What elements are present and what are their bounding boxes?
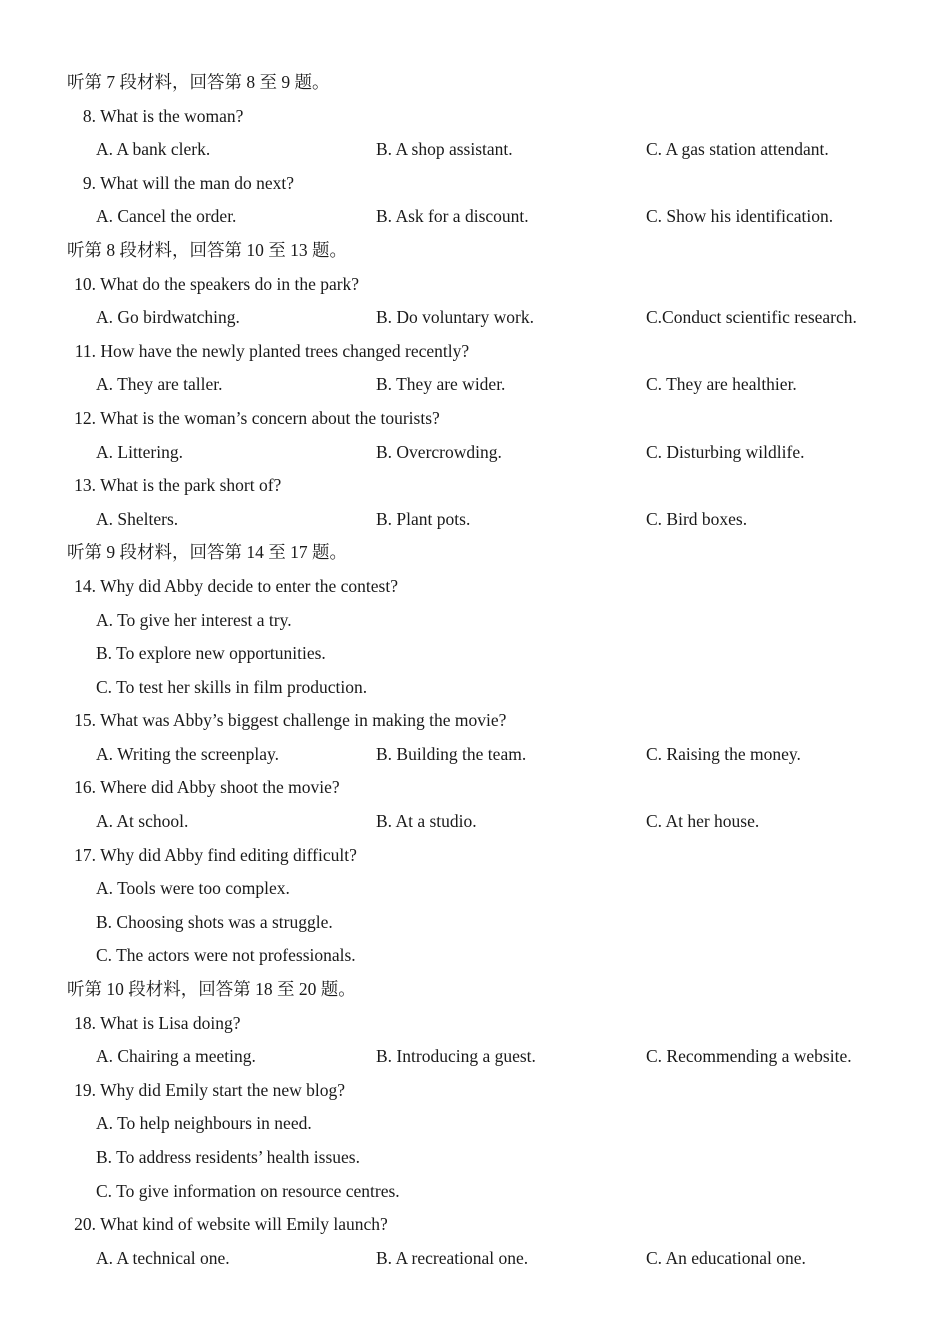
question-text: What kind of website will Emily launch? xyxy=(100,1214,388,1235)
answer-option: C. An educational one. xyxy=(646,1247,806,1268)
question-number: 16. xyxy=(74,777,96,798)
answer-option: C.Conduct scientific research. xyxy=(646,307,857,328)
question-number: 11. xyxy=(74,340,96,361)
question xyxy=(0,167,950,201)
question-text: Why did Abby find editing difficult? xyxy=(100,844,357,865)
answer-option: A. To give her interest a try. xyxy=(96,609,292,630)
question xyxy=(0,402,950,436)
question-number: 18. xyxy=(74,1012,96,1033)
answer-option: C. Raising the money. xyxy=(646,743,801,764)
section-heading: 听第 10 段材料，回答第 18 至 20 题。 xyxy=(67,979,356,1000)
option-row xyxy=(0,200,950,234)
answer-option: A. Tools were too complex. xyxy=(96,878,290,899)
answer-option: B. A shop assistant. xyxy=(376,139,513,160)
question-text: What was Abby’s biggest challenge in making the movie? xyxy=(100,710,507,731)
answer-option: A. Littering. xyxy=(96,441,183,462)
answer-option: A. Shelters. xyxy=(96,508,179,529)
question-text: What is the woman’s concern about the tourists? xyxy=(100,407,440,428)
answer-option: B. They are wider. xyxy=(376,374,506,395)
option-row xyxy=(0,805,950,839)
answer-option: A. Cancel the order. xyxy=(96,206,237,227)
answer-option: B. A recreational one. xyxy=(376,1247,529,1268)
answer-option: C. Show his identification. xyxy=(646,206,834,227)
section-heading: 听第 9 段材料，回答第 14 至 17 题。 xyxy=(67,542,347,563)
question-text: How have the newly planted trees changed recently? xyxy=(100,340,470,361)
question xyxy=(0,1208,950,1242)
answer-option: B. Introducing a guest. xyxy=(376,1046,536,1067)
question xyxy=(0,1007,950,1041)
question-text: What will the man do next? xyxy=(100,172,294,193)
answer-option: A. They are taller. xyxy=(96,374,223,395)
option-row xyxy=(0,133,950,167)
answer-option: C. Bird boxes. xyxy=(646,508,748,529)
question xyxy=(0,268,950,302)
question-text: Why did Emily start the new blog? xyxy=(100,1079,346,1100)
question xyxy=(0,704,950,738)
answer-option: C. Disturbing wildlife. xyxy=(646,441,805,462)
question-text: What is the park short of? xyxy=(100,475,282,496)
question-number: 9. xyxy=(82,172,96,193)
answer-option: B. At a studio. xyxy=(376,811,477,832)
answer-option: B. Building the team. xyxy=(376,743,527,764)
question-number: 14. xyxy=(74,575,96,596)
question-number: 15. xyxy=(74,710,96,731)
option-row xyxy=(0,368,950,402)
answer-option: B. Choosing shots was a struggle. xyxy=(96,911,333,932)
question-number: 19. xyxy=(74,1079,96,1100)
answer-option: B. Do voluntary work. xyxy=(376,307,534,328)
answer-option: A. At school. xyxy=(96,811,189,832)
answer-option: B. Overcrowding. xyxy=(376,441,502,462)
question xyxy=(0,771,950,805)
answer-option: A. A bank clerk. xyxy=(96,139,211,160)
answer-option: C. A gas station attendant. xyxy=(646,139,829,160)
answer-option: A. To help neighbours in need. xyxy=(96,1113,312,1134)
option-row xyxy=(0,301,950,335)
answer-option: A. A technical one. xyxy=(96,1247,230,1268)
answer-option: B. To address residents’ health issues. xyxy=(96,1147,360,1167)
answer-option: B. To explore new opportunities. xyxy=(96,643,326,664)
question xyxy=(0,469,950,503)
answer-option: C. They are healthier. xyxy=(646,374,797,395)
question-number: 12. xyxy=(74,407,96,428)
answer-option: A. Writing the screenplay. xyxy=(96,743,279,764)
option-row xyxy=(0,436,950,470)
question xyxy=(0,839,950,873)
option-row xyxy=(0,1242,950,1276)
answer-option: B. Plant pots. xyxy=(376,508,471,529)
answer-option: C. At her house. xyxy=(646,811,760,832)
answer-option: C. Recommending a website. xyxy=(646,1046,852,1067)
answer-option: A. Go birdwatching. xyxy=(96,307,240,328)
option-row xyxy=(0,1040,950,1074)
question-text: Why did Abby decide to enter the contest? xyxy=(100,575,398,596)
answer-option: C. The actors were not professionals. xyxy=(96,945,356,966)
option-row xyxy=(0,503,950,537)
answer-option: C. To test her skills in film production. xyxy=(96,676,368,697)
question-number: 10. xyxy=(74,273,96,294)
question xyxy=(0,570,950,604)
question-text: Where did Abby shoot the movie? xyxy=(100,777,340,798)
option-row xyxy=(0,738,950,772)
question-number: 20. xyxy=(74,1214,96,1235)
answer-option: A. Chairing a meeting. xyxy=(96,1046,256,1067)
question-number: 8. xyxy=(82,105,96,126)
question-text: What is Lisa doing? xyxy=(100,1012,241,1033)
answer-option: C. To give information on resource centres. xyxy=(96,1180,400,1201)
section-heading: 听第 8 段材料，回答第 10 至 13 题。 xyxy=(67,239,347,260)
question-text: What is the woman? xyxy=(100,105,244,126)
question-number: 13. xyxy=(74,475,96,496)
question-document xyxy=(0,66,950,1275)
question-text: What do the speakers do in the park? xyxy=(100,273,360,294)
question xyxy=(0,100,950,134)
answer-option: B. Ask for a discount. xyxy=(376,206,529,227)
question xyxy=(0,335,950,369)
question-number: 17. xyxy=(74,844,96,865)
section-heading: 听第 7 段材料，回答第 8 至 9 题。 xyxy=(67,72,330,92)
question xyxy=(0,1074,950,1108)
